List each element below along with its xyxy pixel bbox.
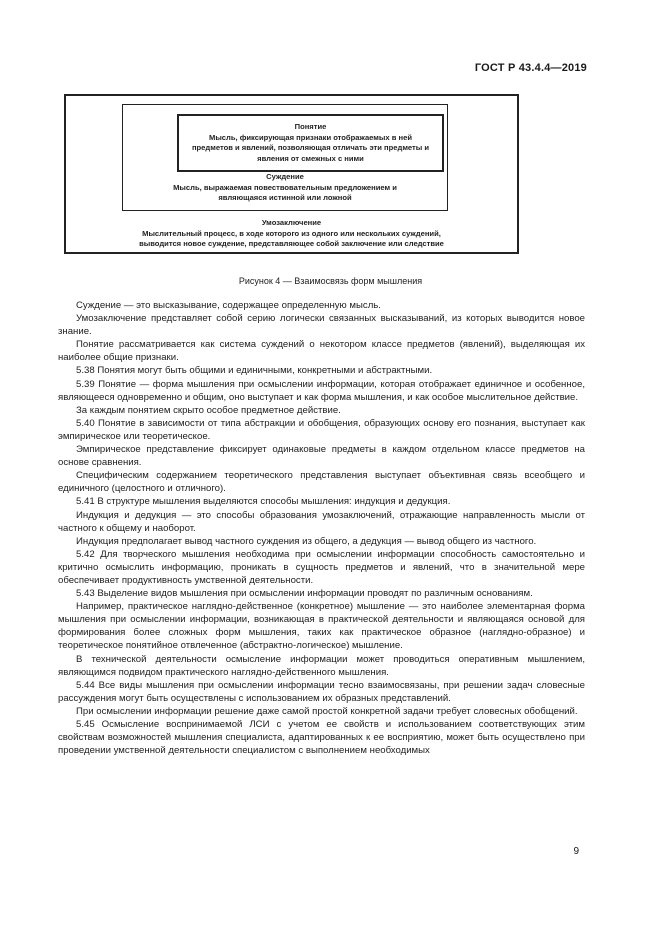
paragraph: Умозаключение представляет собой серию логически связанных высказываний, из которых выводится новое знание. [58,313,585,338]
paragraph: Индукция предполагает вывод частного суждения из общего, а дедукция — вывод общего из частного. [76,535,537,547]
inference-text: Мыслительный процесс, в ходе которого из одного или нескольких суждений, выводится новое суждение, представляющее собой заключение или следствие [139,228,444,248]
paragraph: 5.43 Выделение видов мышления при осмыслении информации проводят по различным основаниям. [76,588,533,600]
figure-caption: Рисунок 4 — Взаимосвязь форм мышления [238,276,423,286]
document-id: ГОСТ Р 43.4.4—2019 [474,62,587,74]
paragraph: Эмпирическое представление фиксирует одинаковые предметы в каждом отдельном классе предметов на основе сравнения. [58,444,585,469]
figure-inner-box-concept [177,114,444,172]
judgment-title: Суждение [266,172,304,181]
paragraph: Понятие рассматривается как система суждений о некотором классе предметов (явлений), выделяющая их наиболее общие признаки. [58,339,585,364]
judgment-text: Мысль, выражаемая повествовательным предложением и являющаяся истинной или ложной [173,182,397,202]
paragraph: Специфическим содержанием теоретического представления выступает объективная связь всеобщего и единичного (целостного и отличного). [58,470,585,495]
page-number: 9 [573,846,579,857]
paragraph: 5.38 Понятия могут быть общими и единичными, конкретными и абстрактными. [76,365,433,377]
concept-block [179,122,442,164]
inference-block [66,218,517,250]
paragraph: 5.40 Понятие в зависимости от типа абстракции и обобщения, образующих основу его познания, выступает как эмпирическое или теоретическое. [58,417,585,442]
paragraph: Суждение — это высказывание, содержащее определенную мысль. [76,300,381,311]
paragraph: 5.45 Осмысление воспринимаемой ЛСИ с учетом ее свойств и использованием соответствующих этим свойствам возможностей мышления специалиста, адаптированных к ее восприятию, может быть осуществлено при проведении умственной деятельности специалистом с выполнением необходимых [58,719,585,757]
figure-middle-box-judgment [122,104,448,211]
paragraph: За каждым понятием скрыто особое предметное действие. [76,404,341,416]
body-text [58,299,585,757]
paragraph: Например, практическое наглядно-действенное (конкретное) мышление — это наиболее элементарная форма мышления при осмыслении информации, возникающая в практической деятельности и являющаяся основой для формирования более сложных форм мышления, таких как практическое образное (наглядно-образное) и теоретическое понятийное отвлеченное (абстрактно-логическое) мышление. [58,601,585,652]
paragraph: 5.42 Для творческого мышления необходима при осмыслении информации способность самостоятельно и критично осмыслить информацию, проникать в сущность предметов и явлений, что в значительной мере обеспечивает продуктивность умственной деятельности. [58,548,585,586]
paragraph: 5.44 Все виды мышления при осмыслении информации тесно взаимосвязаны, при решении задач словесные рассуждения могут быть осуществлены с использованием их образных представлений. [58,679,585,704]
paragraph: Индукция и дедукция — это способы образования умозаключений, отражающие направленность мысли от частного к общему и наоборот. [58,509,585,534]
paragraph: 5.41 В структуре мышления выделяются способы мышления: индукция и дедукция. [76,496,451,508]
inference-title: Умозаключение [261,218,322,227]
paragraph: В технической деятельности осмысление информации может проводиться оперативным мышлением, являющимся подвидом практического наглядно-действенного мышления. [58,653,585,678]
judgment-block [123,172,447,204]
paragraph: При осмыслении информации решение даже самой простой конкретной задачи требует словесных обобщений. [76,705,578,717]
paragraph: 5.39 Понятие — форма мышления при осмыслении информации, которая отображает единичное и особенное, являющееся одновременно и общим, оно выступает и как форма мышления, и как особое мыслительное действие. [58,378,585,403]
concept-title: Понятие [294,122,327,131]
concept-text: Мысль, фиксирующая признаки отображаемых в ней предметов и явлений, позволяющая отличать эти предметы и явления от смежных с ними [191,132,430,163]
figure-outer-box-inference [64,94,519,254]
